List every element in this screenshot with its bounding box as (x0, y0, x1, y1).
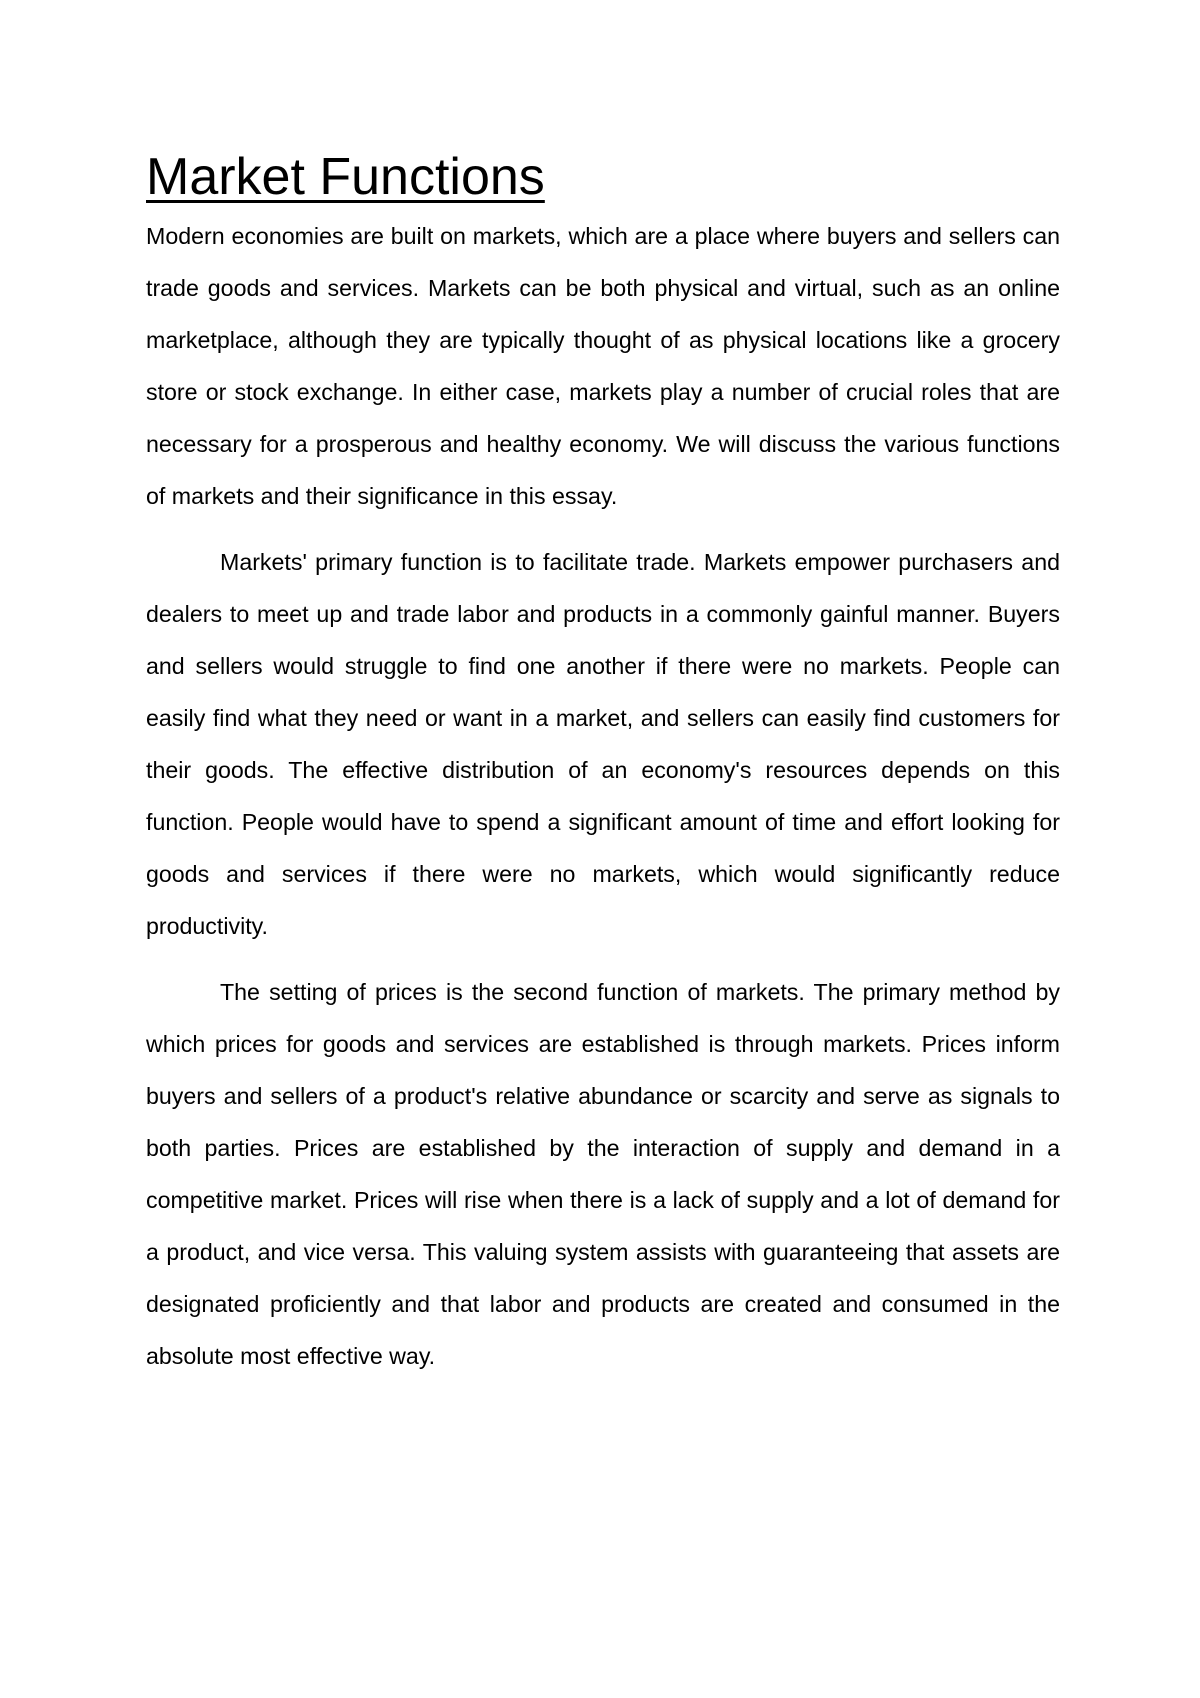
document-title: Market Functions (146, 148, 545, 206)
paragraph-intro: Modern economies are built on markets, which are a place where buyers and sellers can trade goods and services. Markets can be both physical and virtual, such as an online marketplace, although they are typically thought of as physical locations like a grocery store or stock exchange. In either case, markets play a number of crucial roles that are necessary for a prosperous and healthy economy. We will discuss the various functions of markets and their significance in this essay. (146, 223, 1060, 509)
document-body (146, 146, 1060, 1382)
paragraph-facilitate-trade: Markets' primary function is to facilitate trade. Markets empower purchasers and dealers to meet up and trade labor and products in a commonly gainful manner. Buyers and sellers would struggle to find one another if there were no markets. People can easily find what they need or want in a market, and sellers can easily find customers for their goods. The effective distribution of an economy's resources depends on this function. People would have to spend a significant amount of time and effort looking for goods and services if there were no markets, which would significantly reduce productivity. (146, 549, 1060, 939)
paragraph-setting-prices: The setting of prices is the second function of markets. The primary method by which prices for goods and services are established is through markets. Prices inform buyers and sellers of a product's relative abundance or scarcity and serve as signals to both parties. Prices are established by the interaction of supply and demand in a competitive market. Prices will rise when there is a lack of supply and a lot of demand for a product, and vice versa. This valuing system assists with guaranteeing that assets are designated proficiently and that labor and products are created and consumed in the absolute most effective way. (146, 979, 1060, 1369)
